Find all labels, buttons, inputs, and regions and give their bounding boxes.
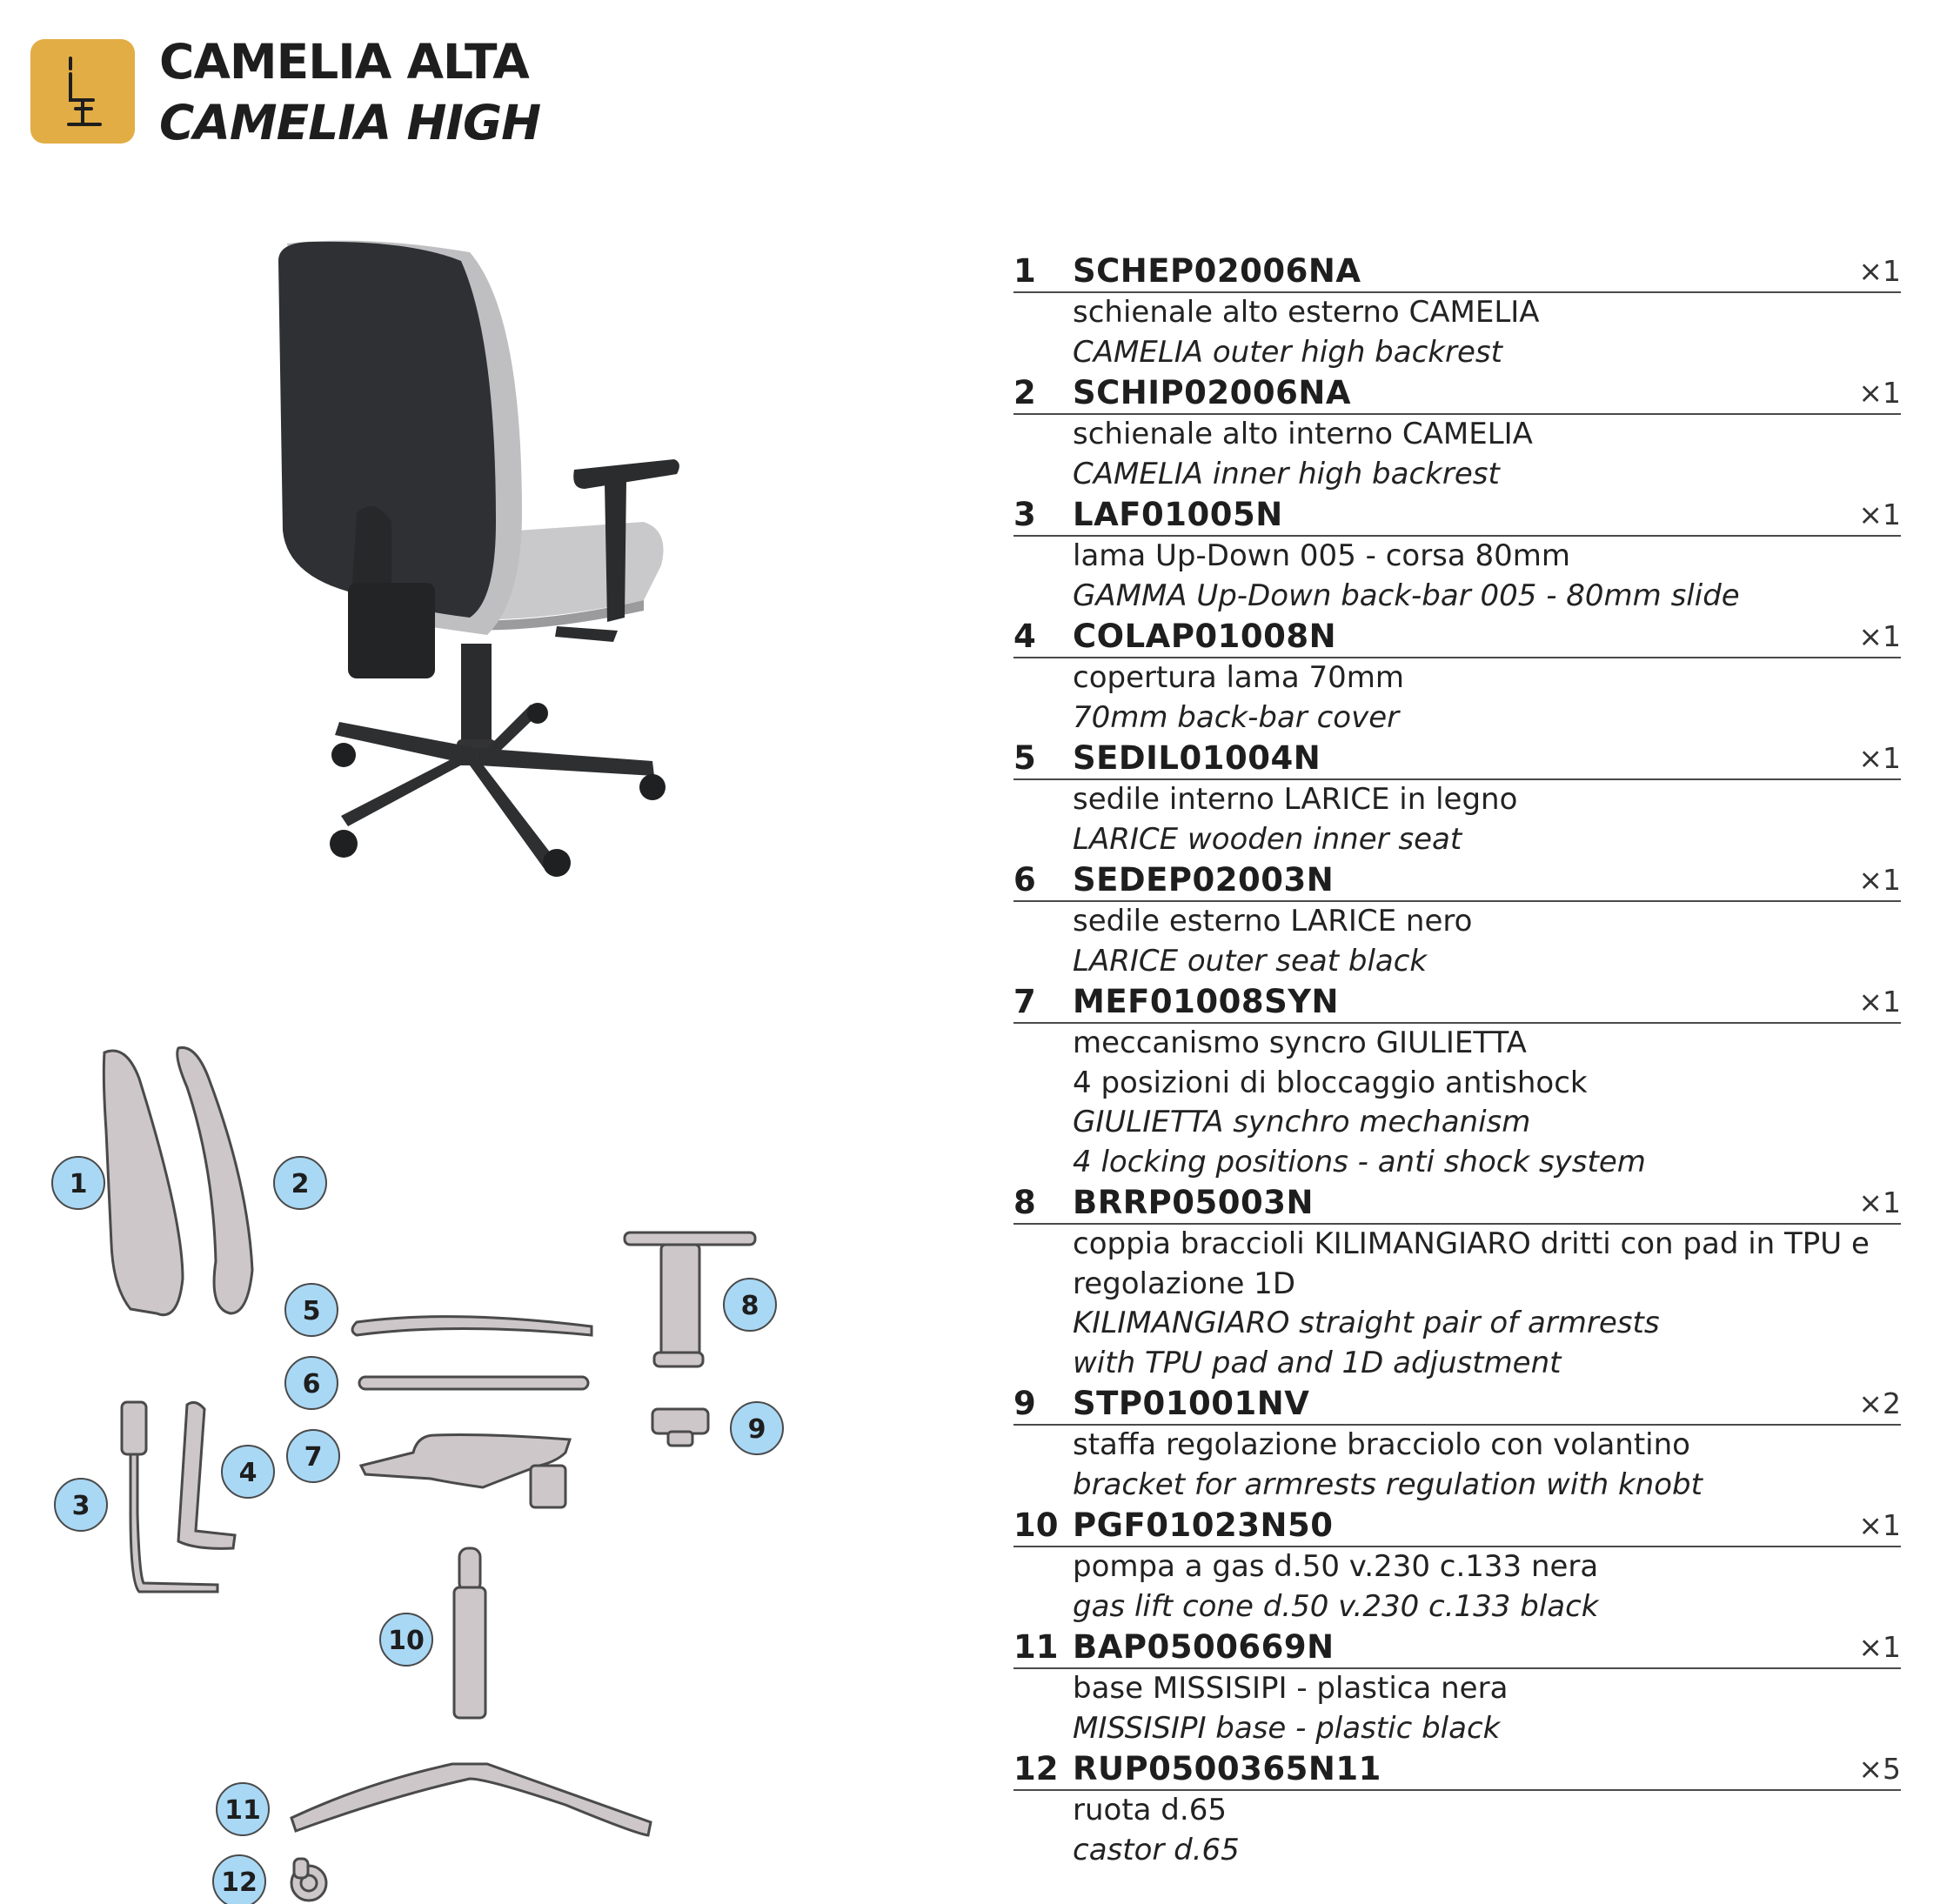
bubble-9: [731, 1402, 783, 1454]
part-quantity: ×1: [1858, 985, 1901, 1019]
part-number: 9: [1013, 1385, 1036, 1422]
part-header: [1013, 1182, 1901, 1225]
part-quantity: ×1: [1858, 498, 1901, 531]
part-code: COLAP01008N: [1073, 618, 1337, 655]
part-quantity: ×1: [1858, 1508, 1901, 1542]
part-description: [1073, 1669, 1901, 1748]
part-number: 3: [1013, 496, 1036, 533]
part-description: [1073, 537, 1901, 616]
page-title: [159, 31, 540, 153]
part-header: [1013, 1383, 1901, 1426]
part-header: [1013, 1627, 1901, 1669]
part-description: [1073, 780, 1901, 859]
part-row: [1013, 372, 1901, 494]
part-description: [1073, 1225, 1901, 1383]
part-description: [1073, 1024, 1901, 1182]
part-quantity: ×1: [1858, 376, 1901, 410]
part-inner-seat: [352, 1317, 592, 1335]
bubble-label: 8: [740, 1291, 759, 1321]
description-italian: copertura lama 70mm: [1073, 660, 1405, 695]
description-italian: sedile esterno LARICE nero: [1073, 904, 1473, 939]
description-italian: lama Up-Down 005 - corsa 80mm: [1073, 538, 1571, 573]
part-inner-backrest: [177, 1047, 252, 1313]
bubble-6: [285, 1357, 338, 1409]
part-number: 1: [1013, 252, 1036, 290]
bubble-label: 6: [302, 1369, 321, 1400]
part-row: [1013, 738, 1901, 859]
part-number: 7: [1013, 983, 1036, 1020]
bubble-2: [274, 1157, 326, 1209]
part-row: [1013, 1627, 1901, 1748]
description-english: MISSISIPI base - plastic black: [1073, 1710, 1501, 1746]
part-number: 12: [1013, 1750, 1059, 1787]
bubble-label: 9: [747, 1414, 766, 1445]
part-quantity: ×1: [1858, 741, 1901, 775]
part-armrest-pad: [625, 1233, 755, 1245]
part-description: [1073, 1791, 1901, 1870]
bubble-label: 11: [224, 1795, 261, 1826]
part-number: 8: [1013, 1184, 1036, 1221]
description-italian: base MISSISIPI - plastica nera: [1073, 1671, 1509, 1706]
part-row: [1013, 1383, 1901, 1505]
description-english: LARICE outer seat black: [1073, 943, 1428, 979]
part-row: [1013, 616, 1901, 738]
part-row: [1013, 859, 1901, 981]
description-italian: regolazione 1D: [1073, 1266, 1295, 1301]
part-code: SCHIP02006NA: [1073, 374, 1351, 411]
part-description: [1073, 1426, 1901, 1505]
part-code: PGF01023N50: [1073, 1506, 1334, 1544]
description-italian: ruota d.65: [1073, 1793, 1227, 1827]
part-number: 10: [1013, 1506, 1059, 1544]
title-italian: CAMELIA ALTA: [159, 34, 529, 90]
bubble-label: 3: [71, 1491, 90, 1521]
part-header: [1013, 981, 1901, 1024]
part-header: [1013, 494, 1901, 537]
part-header: [1013, 738, 1901, 780]
part-quantity: ×1: [1858, 619, 1901, 653]
part-number: 2: [1013, 374, 1036, 411]
description-english: 4 locking positions - anti shock system: [1073, 1144, 1646, 1179]
part-header: [1013, 1505, 1901, 1547]
part-header: [1013, 251, 1901, 293]
bubble-7: [287, 1430, 339, 1482]
part-bracket: [652, 1409, 708, 1433]
part-description: [1073, 1547, 1901, 1627]
part-row: [1013, 1182, 1901, 1383]
part-code: BRRP05003N: [1073, 1184, 1314, 1221]
part-row: [1013, 981, 1901, 1182]
part-quantity: ×1: [1858, 1186, 1901, 1219]
part-back-bar-knob: [122, 1402, 146, 1454]
description-english: GAMMA Up-Down back-bar 005 - 80mm slide: [1073, 578, 1740, 613]
bubble-label: 2: [291, 1169, 310, 1199]
description-italian: sedile interno LARICE in legno: [1073, 782, 1518, 817]
part-row: [1013, 1748, 1901, 1870]
part-outer-backrest: [104, 1051, 183, 1315]
part-armrest-post: [661, 1245, 699, 1358]
part-outer-seat: [359, 1377, 588, 1389]
bubble-3: [55, 1479, 107, 1531]
bubble-5: [285, 1284, 338, 1336]
part-quantity: ×2: [1858, 1386, 1901, 1420]
chair-icon: [30, 39, 135, 144]
part-code: LAF01005N: [1073, 496, 1283, 533]
description-english: GIULIETTA synchro mechanism: [1073, 1105, 1531, 1139]
bubble-4: [222, 1446, 274, 1498]
bubble-1: [52, 1157, 104, 1209]
description-english: KILIMANGIARO straight pair of armrests: [1073, 1306, 1660, 1340]
part-code: BAP0500669N: [1073, 1628, 1335, 1666]
part-code: STP01001NV: [1073, 1385, 1310, 1422]
description-english: with TPU pad and 1D adjustment: [1073, 1345, 1562, 1380]
description-english: 70mm back-bar cover: [1073, 699, 1400, 735]
part-description: [1073, 293, 1901, 372]
part-quantity: ×5: [1858, 1752, 1901, 1786]
part-code: SCHEP02006NA: [1073, 252, 1361, 290]
description-english: CAMELIA inner high backrest: [1073, 456, 1500, 491]
chair-photo: [261, 235, 696, 896]
description-english: gas lift cone d.50 v.230 c.133 black: [1073, 1588, 1599, 1624]
part-code: SEDIL01004N: [1073, 739, 1321, 777]
part-description: [1073, 902, 1901, 981]
bubble-12: [213, 1855, 265, 1904]
part-quantity: ×1: [1858, 254, 1901, 288]
part-row: [1013, 1505, 1901, 1627]
bubble-8: [724, 1279, 776, 1331]
part-code: RUP0500365N11: [1073, 1750, 1381, 1787]
description-italian: 4 posizioni di bloccaggio antishock: [1073, 1065, 1588, 1100]
brand-logo: [30, 39, 135, 144]
description-italian: coppia braccioli KILIMANGIARO dritti con pad in TPU e: [1073, 1226, 1870, 1261]
description-italian: schienale alto esterno CAMELIA: [1073, 295, 1540, 330]
description-english: CAMELIA outer high backrest: [1073, 334, 1502, 370]
part-description: [1073, 415, 1901, 494]
bubble-label: 7: [304, 1442, 323, 1473]
part-row: [1013, 251, 1901, 372]
part-quantity: ×1: [1858, 863, 1901, 897]
description-italian: meccanismo syncro GIULIETTA: [1073, 1025, 1527, 1060]
part-row: [1013, 494, 1901, 616]
part-description: [1073, 658, 1901, 738]
part-code: SEDEP02003N: [1073, 861, 1335, 899]
description-italian: staffa regolazione bracciolo con volantino: [1073, 1427, 1690, 1462]
part-number: 4: [1013, 618, 1036, 655]
bubble-10: [380, 1613, 432, 1666]
part-number: 11: [1013, 1628, 1059, 1666]
bubble-label: 10: [388, 1626, 425, 1656]
description-english: LARICE wooden inner seat: [1073, 821, 1462, 857]
part-number: 6: [1013, 861, 1036, 899]
description-italian: schienale alto interno CAMELIA: [1073, 417, 1533, 451]
part-header: [1013, 616, 1901, 658]
description-english: castor d.65: [1073, 1832, 1240, 1867]
description-english: bracket for armrests regulation with knobt: [1073, 1466, 1703, 1502]
part-quantity: ×1: [1858, 1630, 1901, 1664]
exploded-diagram: [0, 1026, 835, 1904]
title-english: CAMELIA HIGH: [159, 95, 541, 150]
description-italian: pompa a gas d.50 v.230 c.133 nera: [1073, 1549, 1599, 1584]
part-header: [1013, 1748, 1901, 1791]
part-base: [291, 1764, 651, 1835]
part-number: 5: [1013, 739, 1036, 777]
part-header: [1013, 859, 1901, 902]
part-gas-lift: [459, 1548, 480, 1592]
bubble-label: 12: [221, 1867, 258, 1898]
bubble-label: 1: [69, 1169, 88, 1199]
parts-list: [1013, 251, 1901, 1870]
bubble-11: [217, 1783, 269, 1835]
bubble-label: 5: [302, 1296, 321, 1326]
part-header: [1013, 372, 1901, 415]
part-code: MEF01008SYN: [1073, 983, 1339, 1020]
bubble-label: 4: [238, 1458, 258, 1488]
